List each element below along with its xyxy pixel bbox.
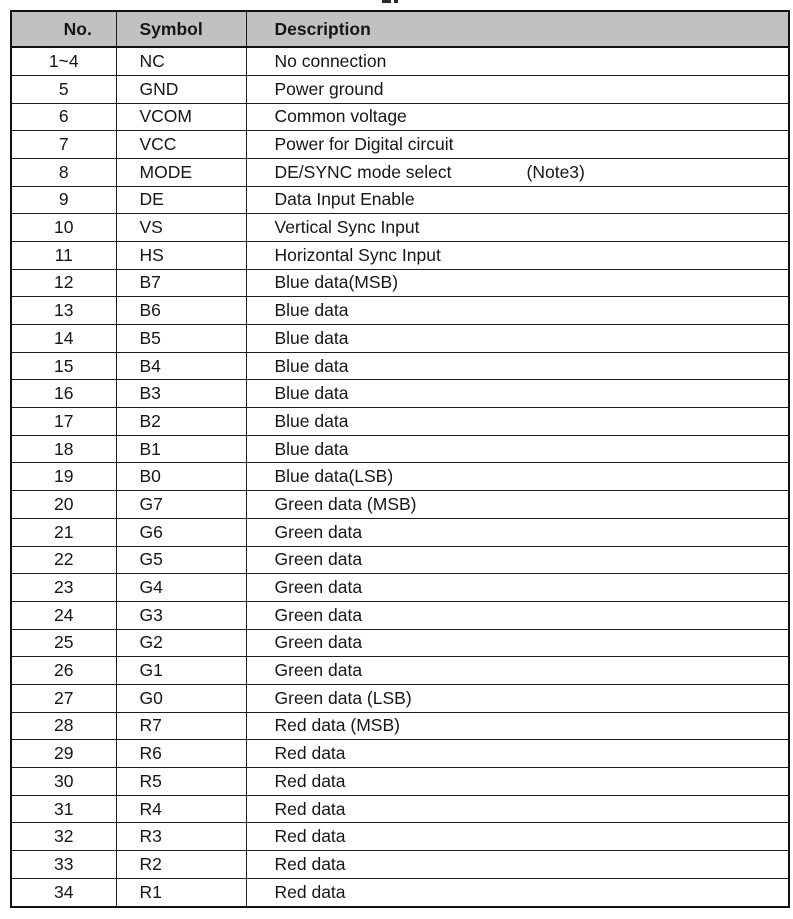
table-row xyxy=(11,851,789,879)
description-text: Green data xyxy=(274,521,363,542)
table-row xyxy=(11,186,789,214)
cell-pin-number: 29 xyxy=(11,740,116,768)
cell-pin-number: 32 xyxy=(11,823,116,851)
table-row xyxy=(11,878,789,907)
description-text: Red data xyxy=(274,770,346,791)
table-row xyxy=(11,380,789,408)
cell-pin-number: 19 xyxy=(11,463,116,491)
cell-pin-description xyxy=(246,241,789,269)
cell-pin-symbol: G2 xyxy=(116,629,246,657)
description-text: No connection xyxy=(274,50,387,71)
cell-pin-symbol: G0 xyxy=(116,684,246,712)
cell-pin-description xyxy=(246,491,789,519)
table-row xyxy=(11,823,789,851)
cell-pin-symbol: B5 xyxy=(116,325,246,353)
cell-pin-description xyxy=(246,408,789,436)
cell-pin-description xyxy=(246,435,789,463)
cell-pin-symbol: VCOM xyxy=(116,103,246,131)
description-text: Vertical Sync Input xyxy=(274,217,420,238)
column-header-no: No. xyxy=(11,11,116,47)
cell-pin-description xyxy=(246,325,789,353)
cell-pin-number: 11 xyxy=(11,241,116,269)
description-text: Green data xyxy=(274,604,363,625)
table-row xyxy=(11,657,789,685)
table-row xyxy=(11,795,789,823)
cell-pin-symbol: R2 xyxy=(116,851,246,879)
table-row xyxy=(11,75,789,103)
cell-pin-description xyxy=(246,352,789,380)
cell-pin-number: 26 xyxy=(11,657,116,685)
description-text: Red data xyxy=(274,853,346,874)
cell-pin-number: 10 xyxy=(11,214,116,242)
cell-pin-description xyxy=(246,297,789,325)
cell-pin-description xyxy=(246,629,789,657)
cell-pin-symbol: R6 xyxy=(116,740,246,768)
table-row xyxy=(11,241,789,269)
cell-pin-symbol: R7 xyxy=(116,712,246,740)
cell-pin-symbol: R3 xyxy=(116,823,246,851)
description-text: Green data (LSB) xyxy=(274,687,412,708)
table-row xyxy=(11,601,789,629)
cell-pin-symbol: R5 xyxy=(116,768,246,796)
cell-pin-description xyxy=(246,878,789,907)
cell-pin-symbol: B2 xyxy=(116,408,246,436)
cell-pin-number: 23 xyxy=(11,574,116,602)
cell-pin-symbol: B7 xyxy=(116,269,246,297)
clipped-text-artifact xyxy=(382,0,391,3)
cell-pin-description xyxy=(246,103,789,131)
description-text: Green data (MSB) xyxy=(274,493,417,514)
table-row xyxy=(11,47,789,75)
table-row xyxy=(11,214,789,242)
table-row xyxy=(11,574,789,602)
cell-pin-symbol: B4 xyxy=(116,352,246,380)
cell-pin-symbol: G7 xyxy=(116,491,246,519)
cell-pin-number: 20 xyxy=(11,491,116,519)
cell-pin-number: 16 xyxy=(11,380,116,408)
cell-pin-number: 9 xyxy=(11,186,116,214)
cell-pin-description xyxy=(246,795,789,823)
cell-pin-number: 14 xyxy=(11,325,116,353)
description-text: Blue data xyxy=(274,383,349,404)
table-row xyxy=(11,103,789,131)
table-row xyxy=(11,463,789,491)
table-row xyxy=(11,546,789,574)
cell-pin-symbol: MODE xyxy=(116,158,246,186)
description-text: Blue data(MSB) xyxy=(274,272,399,293)
cell-pin-description xyxy=(246,214,789,242)
description-text: Green data xyxy=(274,632,363,653)
cell-pin-number: 31 xyxy=(11,795,116,823)
description-text: Common voltage xyxy=(274,106,407,127)
description-text: Blue data xyxy=(274,410,349,431)
cell-pin-number: 24 xyxy=(11,601,116,629)
cell-pin-description xyxy=(246,186,789,214)
cell-pin-description xyxy=(246,851,789,879)
cell-pin-symbol: G1 xyxy=(116,657,246,685)
cell-pin-number: 21 xyxy=(11,518,116,546)
note-reference: (Note3) xyxy=(526,161,585,182)
description-text: Power ground xyxy=(274,78,384,99)
cell-pin-description xyxy=(246,740,789,768)
cell-pin-number: 6 xyxy=(11,103,116,131)
cell-pin-number: 18 xyxy=(11,435,116,463)
cell-pin-symbol: G3 xyxy=(116,601,246,629)
cell-pin-description xyxy=(246,574,789,602)
cell-pin-number: 27 xyxy=(11,684,116,712)
table-row xyxy=(11,325,789,353)
cell-pin-description xyxy=(246,768,789,796)
column-header-symbol: Symbol xyxy=(116,11,246,47)
cell-pin-symbol: G5 xyxy=(116,546,246,574)
table-header-row xyxy=(11,11,789,47)
cell-pin-symbol: NC xyxy=(116,47,246,75)
cell-pin-number: 15 xyxy=(11,352,116,380)
table-row xyxy=(11,629,789,657)
description-text: Power for Digital circuit xyxy=(274,134,454,155)
cell-pin-description xyxy=(246,712,789,740)
table-row xyxy=(11,740,789,768)
table-row xyxy=(11,352,789,380)
cell-pin-description xyxy=(246,131,789,159)
cell-pin-description xyxy=(246,518,789,546)
description-text: Blue data xyxy=(274,300,349,321)
description-text: Blue data xyxy=(274,355,349,376)
cell-pin-symbol: R1 xyxy=(116,878,246,907)
table-row xyxy=(11,158,789,186)
description-text: Blue data xyxy=(274,438,349,459)
clipped-text-artifact xyxy=(394,0,398,3)
cell-pin-number: 33 xyxy=(11,851,116,879)
description-text: Blue data xyxy=(274,327,349,348)
description-text: Green data xyxy=(274,549,363,570)
cell-pin-number: 28 xyxy=(11,712,116,740)
cell-pin-number: 12 xyxy=(11,269,116,297)
cell-pin-description xyxy=(246,158,789,186)
cell-pin-description xyxy=(246,75,789,103)
table-row xyxy=(11,131,789,159)
cell-pin-description xyxy=(246,463,789,491)
cell-pin-symbol: B3 xyxy=(116,380,246,408)
description-text: Green data xyxy=(274,577,363,598)
description-text: Green data xyxy=(274,660,363,681)
cell-pin-description xyxy=(246,657,789,685)
cell-pin-number: 8 xyxy=(11,158,116,186)
description-text: Blue data(LSB) xyxy=(274,466,394,487)
cell-pin-description xyxy=(246,47,789,75)
description-text: Red data xyxy=(274,743,346,764)
description-text: Red data xyxy=(274,826,346,847)
table-row xyxy=(11,684,789,712)
description-text: Data Input Enable xyxy=(274,189,415,210)
description-text: Red data (MSB) xyxy=(274,715,400,736)
cell-pin-symbol: G4 xyxy=(116,574,246,602)
cell-pin-symbol: G6 xyxy=(116,518,246,546)
description-text: DE/SYNC mode select xyxy=(274,161,452,182)
cell-pin-number: 13 xyxy=(11,297,116,325)
cell-pin-symbol: B6 xyxy=(116,297,246,325)
table-body xyxy=(11,47,789,907)
description-text: Red data xyxy=(274,881,346,902)
cell-pin-number: 22 xyxy=(11,546,116,574)
description-text: Horizontal Sync Input xyxy=(274,244,441,265)
table-row xyxy=(11,768,789,796)
cell-pin-number: 34 xyxy=(11,878,116,907)
cell-pin-description xyxy=(246,269,789,297)
cell-pin-symbol: B1 xyxy=(116,435,246,463)
cell-pin-symbol: HS xyxy=(116,241,246,269)
cell-pin-description xyxy=(246,546,789,574)
cell-pin-number: 7 xyxy=(11,131,116,159)
table-row xyxy=(11,435,789,463)
cell-pin-description xyxy=(246,380,789,408)
cell-pin-symbol: DE xyxy=(116,186,246,214)
cell-pin-description xyxy=(246,823,789,851)
cell-pin-description xyxy=(246,684,789,712)
table-row xyxy=(11,269,789,297)
table-row xyxy=(11,297,789,325)
cell-pin-symbol: B0 xyxy=(116,463,246,491)
description-text: Red data xyxy=(274,798,346,819)
cell-pin-number: 17 xyxy=(11,408,116,436)
cell-pin-number: 5 xyxy=(11,75,116,103)
cell-pin-number: 1~4 xyxy=(11,47,116,75)
table-row xyxy=(11,518,789,546)
cell-pin-description xyxy=(246,601,789,629)
cell-pin-symbol: GND xyxy=(116,75,246,103)
cell-pin-number: 30 xyxy=(11,768,116,796)
table-row xyxy=(11,712,789,740)
cell-pin-number: 25 xyxy=(11,629,116,657)
table-row xyxy=(11,491,789,519)
table-row xyxy=(11,408,789,436)
pin-description-table xyxy=(10,10,790,908)
cell-pin-symbol: VS xyxy=(116,214,246,242)
column-header-description: Description xyxy=(246,11,789,47)
cell-pin-symbol: R4 xyxy=(116,795,246,823)
cell-pin-symbol: VCC xyxy=(116,131,246,159)
